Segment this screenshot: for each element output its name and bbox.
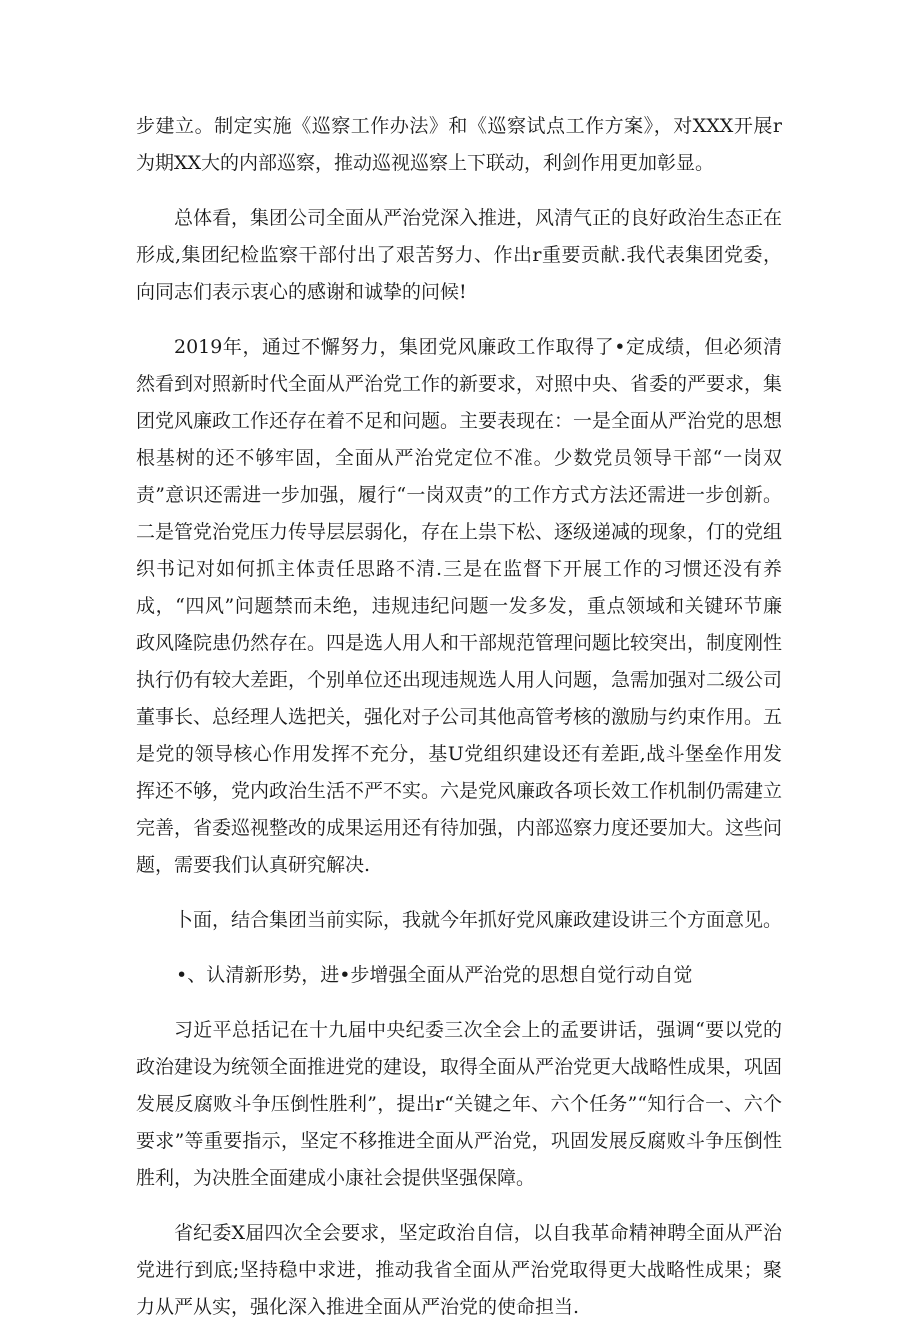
paragraph-inspection: 步建立。制定实施《巡察工作办法》和《巡察试点工作方案》，对XXX开展r为期XX大的内部巡察，推动巡视巡察上下联动，利剑作用更加彰显。 (136, 115, 782, 174)
paragraph-overall: 总体看，集团公司全面从严治党深入推进，风清气正的良好政治生态正在形成,集团纪检监察干部付出了艰苦努力、作出r重要贡献.我代表集团党委，向同志们表示衷心的感谢和诚挚的问候! (136, 207, 783, 303)
paragraph-problems: 2019年，通过不懈努力，集团党风廉政工作取得了•定成绩，但必须清然看到对照新时代全面从严治党工作的新要求，对照中央、省委的严要求，集团党风廉政工作还存在着不足和问题。主要表现在：一是全面从严治党的思想根基树的还不够牢固，全面从严治党定位不准。少数党员领导干部“一岗双责”意识还需进一步加强，履行“一岗双责”的工作方式方法还需进一步创新。二是管党治党压力传导层层弱化，存在上祟下松、逐级递减的现象，仃的党组织书记对如何抓主体责任思路不清.三是在监督下开展工作的习惯还没有养成，“四风”问题禁而未绝，违规违纪问题一发多发，重点领域和关键环节廉政风隆院患仍然存在。四是选人用人和干部规范管理问题比较突出，制度刚性执行仍有较大差距，个别单位还出现违规选人用人问题，急需加强对二级公司董事长、总经理人选把关，强化对子公司其他高管考核的激励与约束作用。五是党的领导核心作用发挥不充分，基U党组织建设还有差距,战斗堡垒作用发挥还不够，党内政治生活不严不实。六是党风廉政各项长效工作机制仍需建立完善，省委巡视整改的成果运用还有待加强，内部巡察力度还要加大。这些问题，需要我们认真研究解决. (136, 336, 783, 876)
paragraph-provincial: 省纪委X届四次全会要求，坚定政治自信，以自我革命精神聘全面从严治党进行到底;坚持稳中求进，推动我省全面从严治党取得更大战略性成果；聚力从严从实，强化深入推进全面从严治党的使命担当. (136, 1222, 782, 1318)
paragraph-intro: 卜面，结合集团当前实际，我就今年抓好党风廉政建设讲三个方面意见。 (174, 909, 783, 931)
section-heading: •、认清新形势，进•步增强全面从严治党的思想自觉行动自觉 (176, 964, 693, 986)
document-page (136, 108, 782, 1344)
paragraph-speech: 习近平总括记在十九届中央纪委三次全会上的孟要讲话，强调“要以党的政治建设为统领全面推进党的建设，取得全面从严治党更大战略性成果，巩固发展反腐败斗争压倒性胜利”，提出r“关键之年、六个任务”“知行合一、六个要求”等重要指示，坚定不移推进全面从严治党，巩固发展反腐败斗争压倒性胜利，为决胜全面建成小康社会提供坚强保障。 (136, 1019, 783, 1189)
